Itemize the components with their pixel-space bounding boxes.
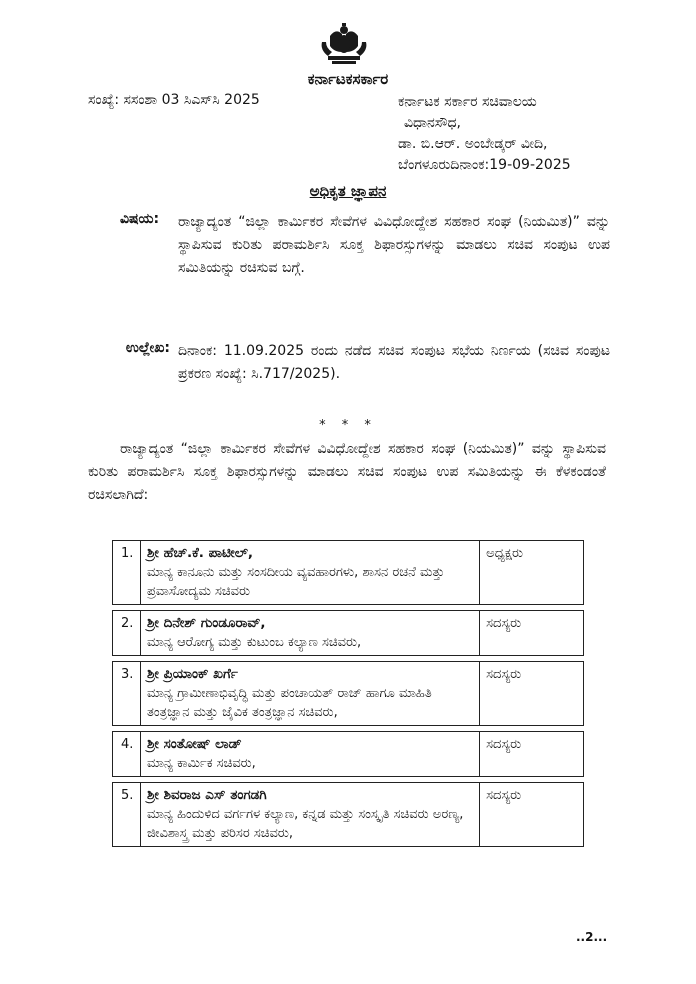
reference-text: ದಿನಾಂಕ: 11.09.2025 ರಂದು ನಡೆದ ಸಚಿವ ಸಂಪುಟ ಸಭೆಯ ನಿರ್ಣಯ (ಸಚಿವ ಸಂಪುಟ ಪ್ರಕರಣ ಸಂಖ್ಯೆ: ಸಿ.717/2025). [178, 343, 610, 382]
member-portfolio: ಮಾನ್ಯ ಕಾರ್ಮಿಕ ಸಚಿವರು, [146, 756, 256, 771]
member-number: 4. [113, 732, 141, 777]
member-number: 1. [113, 541, 141, 605]
member-portfolio: ಮಾನ್ಯ ಗ್ರಾಮೀಣಾಭಿವೃದ್ಧಿ ಮತ್ತು ಪಂಚಾಯತ್ ರಾಜ್ ಹಾಗೂ ಮಾಹಿತಿ ತಂತ್ರಜ್ಞಾನ ಮತ್ತು ಜೈವಿಕ ತಂತ್ರಜ್ಞಾನ ಸಚಿವರು, [146, 686, 432, 720]
address-line-3: ಡಾ. ಬಿ.ಆರ್. ಅಂಬೇಡ್ಕರ್ ವೀದಿ, [398, 136, 548, 152]
reference-block [90, 340, 610, 410]
government-title: ಕರ್ನಾಟಕಸರ್ಕಾರ [307, 70, 389, 88]
memo-heading: ಅಧಿಕೃತ ಜ್ಞಾಪನ [309, 182, 387, 200]
member-details [140, 783, 479, 847]
member-role: ಅಧ್ಯಕ್ಷರು [480, 541, 584, 605]
table-row [113, 732, 584, 777]
member-number: 3. [113, 662, 141, 726]
member-details [140, 662, 479, 726]
reference-number: ಸಂಖ್ಯೆ: ಸಸಂಶಾ 03 ಸಿಎಸ್‌ಸಿ 2025 [88, 92, 260, 108]
member-name: ಶ್ರೀ ಸಂತೋಷ್ ಲಾಡ್ [146, 736, 242, 752]
member-details [140, 611, 479, 656]
table-row [113, 541, 584, 605]
karnataka-state-emblem-icon [316, 22, 372, 68]
member-portfolio: ಮಾನ್ಯ ಕಾನೂನು ಮತ್ತು ಸಂಸದೀಯ ವ್ಯವಹಾರಗಳು, ಶಾಸನ ರಚನೆ ಮತ್ತು ಪ್ರವಾಸೋದ್ಯಮ ಸಚಿವರು [146, 565, 445, 599]
member-details [140, 541, 479, 605]
member-role: ಸದಸ್ಯರು [480, 662, 584, 726]
office-address [398, 92, 628, 176]
member-portfolio: ಮಾನ್ಯ ಆರೋಗ್ಯ ಮತ್ತು ಕುಟುಂಬ ಕಲ್ಯಾಣ ಸಚಿವರು, [146, 635, 362, 650]
address-date-line: ಬೆಂಗಳೂರುದಿನಾಂಕ:19-09-2025 [398, 157, 571, 173]
table-row [113, 783, 584, 847]
reference-label: ಉಲ್ಲೇಖ: [125, 340, 170, 356]
address-line-2: ವಿಧಾನಸೌಧ, [404, 115, 461, 131]
section-separator: * * * [319, 418, 377, 433]
member-number: 2. [113, 611, 141, 656]
page-number: ..2... [576, 930, 608, 944]
member-name: ಶ್ರೀ ಪ್ರಿಯಾಂಕ್ ಖರ್ಗೆ [146, 666, 238, 682]
member-name: ಶ್ರೀ ಹೆಚ್.ಕೆ. ಪಾಟೀಲ್, [146, 545, 253, 561]
body-paragraph: ರಾಜ್ಯಾದ್ಯಂತ “ಜಿಲ್ಲಾ ಕಾರ್ಮಿಕರ ಸೇವೆಗಳ ವಿವಿಧೋದ್ದೇಶ ಸಹಕಾರ ಸಂಘ (ನಿಯಮಿತ)” ವನ್ನು ಸ್ಥಾಪಿಸುವ ಕುರಿತು ಪರಾಮರ್ಶಿಸಿ ಸೂಕ್ತ ಶಿಫಾರಸ್ಸುಗಳನ್ನು ಮಾಡಲು ಸಚಿವ ಸಂಪುಟ ಉಪ ಸಮಿತಿಯನ್ನು ಈ ಕೆಳಕಂಡಂತೆ ರಚಿಸಲಾಗಿದೆ: [88, 441, 606, 503]
member-name: ಶ್ರೀ ಶಿವರಾಜ ಎಸ್ ತಂಗಡಗಿ [146, 787, 267, 803]
table-row [113, 662, 584, 726]
subject-text: ರಾಜ್ಯಾದ್ಯಂತ “ಜಿಲ್ಲಾ ಕಾರ್ಮಿಕರ ಸೇವೆಗಳ ವಿವಿಧೋದ್ದೇಶ ಸಹಕಾರ ಸಂಘ (ನಿಯಮಿತ)” ವನ್ನು ಸ್ಥಾಪಿಸುವ ಕುರಿತು ಪರಾಮರ್ಶಿಸಿ ಸೂಕ್ತ ಶಿಫಾರಸ್ಸುಗಳನ್ನು ಮಾಡಲು ಸಚಿವ ಸಂಪುಟ ಉಪ ಸಮಿತಿಯನ್ನು ರಚಿಸುವ ಬಗ್ಗೆ. [178, 214, 610, 276]
member-number: 5. [113, 783, 141, 847]
committee-members-table [112, 540, 584, 847]
address-line-1: ಕರ್ನಾಟಕ ಸರ್ಕಾರ ಸಚಿವಾಲಯ [398, 94, 537, 110]
table-row [113, 611, 584, 656]
member-name: ಶ್ರೀ ದಿನೇಶ್ ಗುಂಡೂರಾವ್, [146, 615, 266, 631]
subject-label: ವಿಷಯ: [120, 211, 160, 227]
member-role: ಸದಸ್ಯರು [480, 611, 584, 656]
member-role: ಸದಸ್ಯರು [480, 783, 584, 847]
member-details [140, 732, 479, 777]
member-role: ಸದಸ್ಯರು [480, 732, 584, 777]
subject-block [90, 211, 610, 336]
member-portfolio: ಮಾನ್ಯ ಹಿಂದುಳಿದ ವರ್ಗಗಳ ಕಲ್ಯಾಣ, ಕನ್ನಡ ಮತ್ತು ಸಂಸ್ಕೃತಿ ಸಚಿವರು ಅರಣ್ಯ, ಜೀವಿಶಾಸ್ತ್ರ ಮತ್ತು ಪರಿಸರ ಸಚಿವರು, [146, 807, 464, 841]
